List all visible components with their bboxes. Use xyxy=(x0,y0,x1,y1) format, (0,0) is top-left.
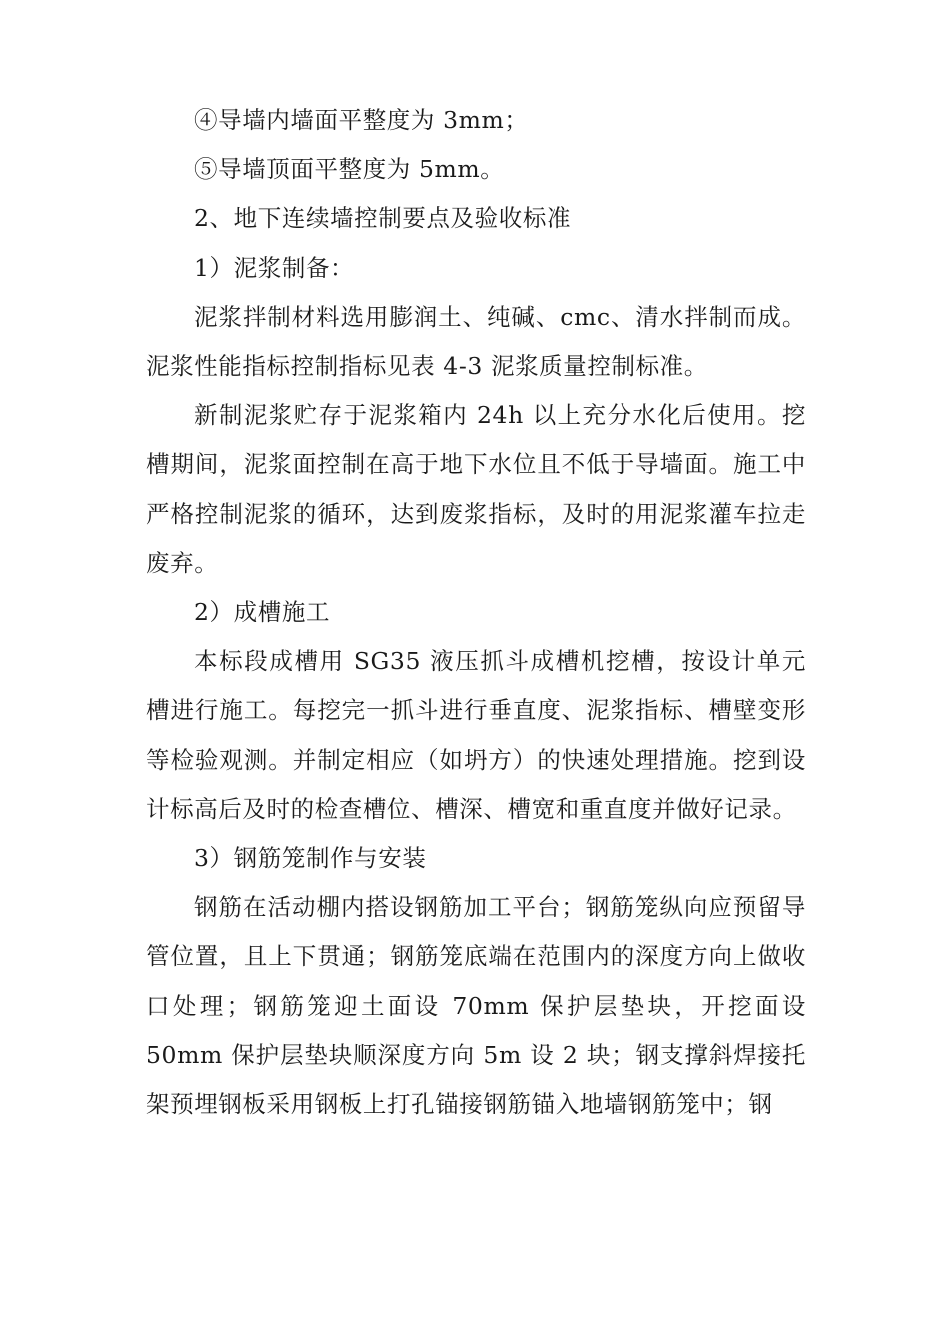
section-heading: 2、地下连续墙控制要点及验收标准 xyxy=(194,204,572,233)
paragraph-mud-materials: 泥浆拌制材料选用膨润土、纯碱、cmc、清水拌制而成。泥浆性能指标控制指标见表 4-3 泥浆质量控制标准。 xyxy=(146,302,806,381)
document-body xyxy=(146,96,806,1129)
paragraph-trench-construction: 本标段成槽用 SG35 液压抓斗成槽机挖槽，按设计单元槽进行施工。每挖完一抓斗进行垂直度、泥浆指标、槽壁变形等检验观测。并制定相应（如坍方）的快速处理措施。挖到设计标高后及时的检查槽位、槽深、槽宽和重直度并做好记录。 xyxy=(146,647,806,823)
subheading-trench-construction: 2）成槽施工 xyxy=(194,598,331,627)
list-item-inner-wall-flatness: ④导墙内墙面平整度为 3mm； xyxy=(194,106,529,134)
subheading-mud-preparation: 1）泥浆制备： xyxy=(194,253,355,282)
paragraph-rebar-cage: 钢筋在活动棚内搭设钢筋加工平台；钢筋笼纵向应预留导管位置，且上下贯通；钢筋笼底端在范围内的深度方向上做收口处理；钢筋笼迎土面设 70mm 保护层垫块，开挖面设 50mm 保护层垫块顺深度方向 5m 设 2 块；钢支撑斜焊接托架预埋钢板采用钢板上打孔锚接钢筋锚入地墙钢筋笼中；钢 xyxy=(146,893,806,1119)
paragraph-mud-storage: 新制泥浆贮存于泥浆箱内 24h 以上充分水化后使用。挖槽期间，泥浆面控制在高于地下水位且不低于导墙面。施工中严格控制泥浆的循环，达到废浆指标，及时的用泥浆灌车拉走废弃。 xyxy=(146,401,806,577)
list-item-top-surface-flatness: ⑤导墙顶面平整度为 5mm。 xyxy=(194,155,505,184)
subheading-rebar-cage: 3）钢筋笼制作与安装 xyxy=(194,844,427,873)
